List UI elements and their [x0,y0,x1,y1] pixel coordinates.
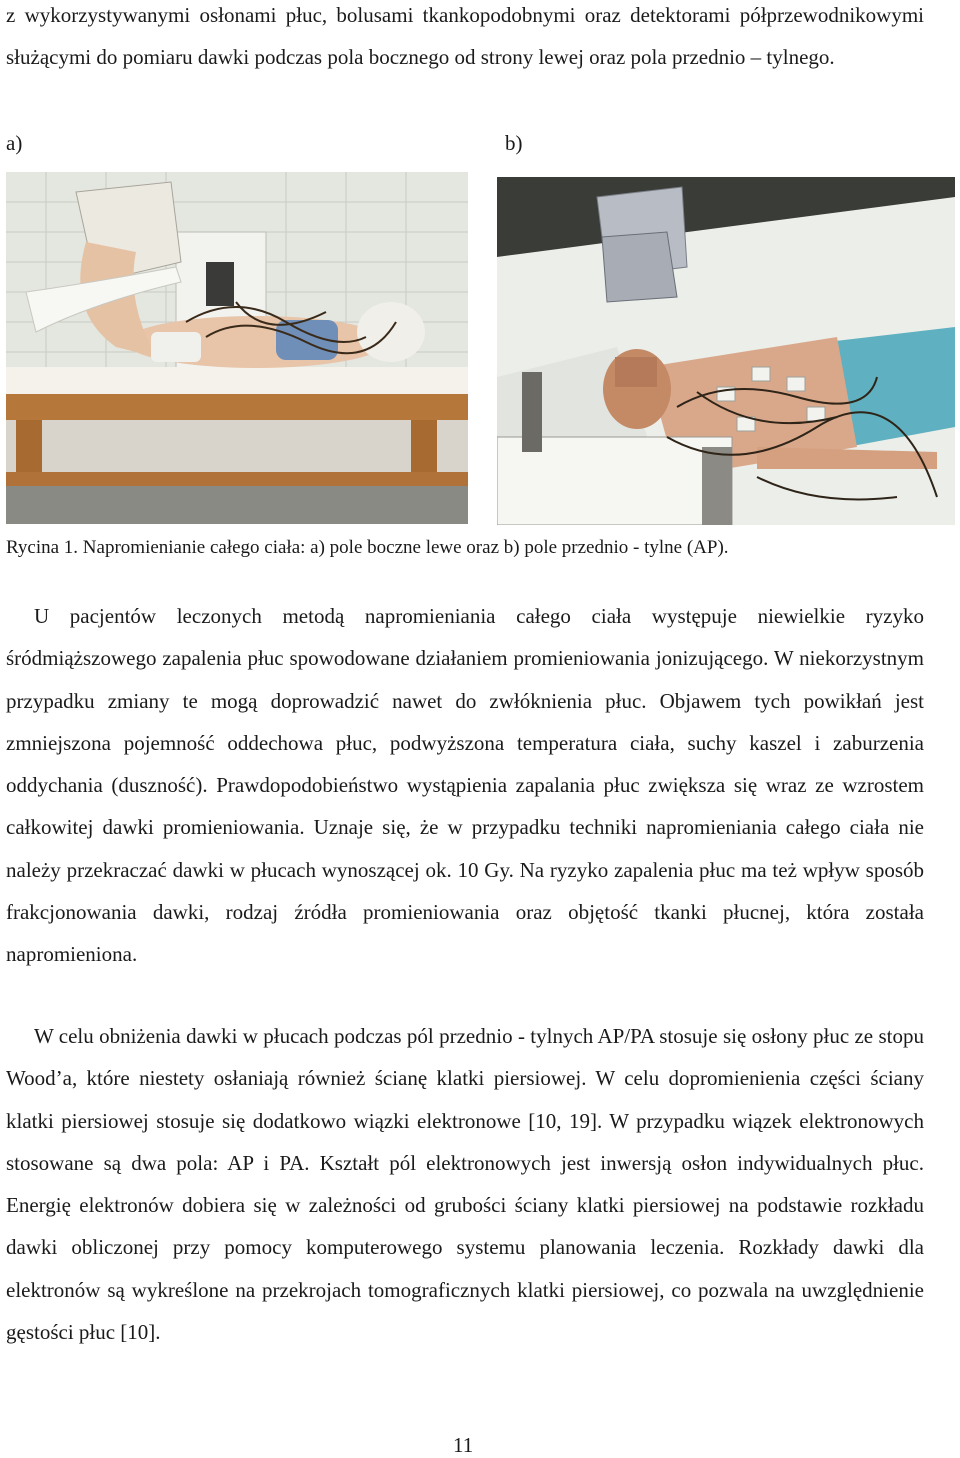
intro-paragraph: z wykorzystywanymi osłonami płuc, bolusami tkankopodobnymi oraz detektorami półprzewodnikowymi służącymi do pomiaru dawki podczas pola bocznego od strony lewej oraz pola przednio – tylnego. [6,3,924,69]
body-paragraph: W celu obniżenia dawki w płucach podczas pól przednio - tylnych AP/PA stosuje się osłony płuc ze stopu Wood’a, które niestety osłaniają również ścianę klatki piersiowej. W celu dopromienienia części ściany klatki piersiowej stosuje się dodatkowo wiązki elektronowe [10, 19]. W przypadku wiązek elektronowych stosowane są dwa pola: AP i PA. Kształt pól elektronowych jest inwersją osłon indywidualnych płuc. Energię elektronów dobiera się w zależności od grubości ściany klatki piersiowej na podstawie rozkładu dawki obliczonej przy pomocy komputerowego systemu planowania leczenia. Rozkłady dawki dla elektronów są wykreślone na przekrojach tomograficznych klatki piersiowej, co pozwala na uwzględnienie gęstości płuc [10]. [6,1024,924,1345]
figure-label-a: a) [6,131,23,155]
photo-lateral-field [6,172,468,524]
photo-ap-field [497,177,955,525]
figure-label-b: b) [505,131,523,155]
page-number: 11 [453,1433,474,1457]
body-paragraph: U pacjentów leczonych metodą napromieniania całego ciała występuje niewielkie ryzyko śródmiąższowego zapalenia płuc spowodowane działaniem promieniowania jonizującego. W niekorzystnym przypadku zmiany te mogą doprowadzić nawet do zwłóknienia płuc. Objawem tych powikłań jest zmniejszona pojemność oddechowa płuc, podwyższona temperatura ciała, suchy kaszel i zaburzenia oddychania (duszność). Prawdopodobieństwo wystąpienia zapalania płuc zwiększa się wraz ze wzrostem całkowitej dawki promieniowania. Uznaje się, że w przypadku techniki napromieniania całego ciała nie należy przekraczać dawki w płucach wynoszącej ok. 10 Gy. Na ryzyko zapalenia płuc ma też wpływ sposób frakcjonowania dawki, rodzaj źródła promieniowania oraz objętość tkanki płucnej, która została napromieniona. [6,604,924,967]
figure-caption: Rycina 1. Napromienianie całego ciała: a) pole boczne lewe oraz b) pole przednio - tylne (AP). [6,537,729,558]
